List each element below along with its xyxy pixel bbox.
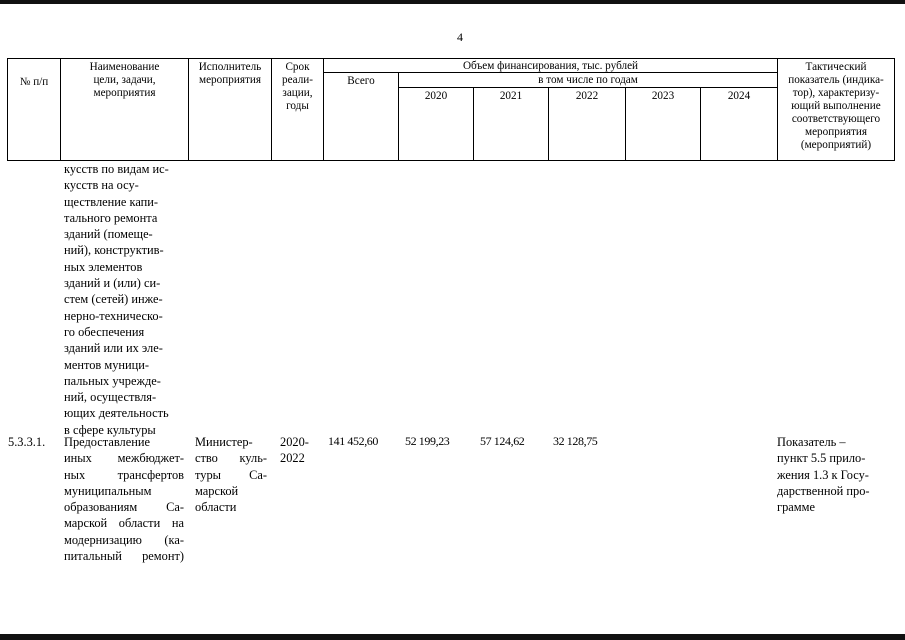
header-indicator-line: мероприятия	[805, 126, 867, 138]
row-indicator-line: жения 1.3 к Госу-	[777, 467, 869, 482]
row-indicator-line: пункт 5.5 прило-	[777, 451, 866, 466]
row-name-line: марской области на	[64, 516, 184, 531]
continuation-line: зданий (помеще-	[64, 227, 153, 242]
continuation-line: ществление капи-	[64, 194, 159, 209]
row-name-line: Предоставление	[64, 435, 150, 449]
row-name-line: питальный ремонт)	[64, 549, 184, 564]
row-term	[280, 434, 320, 467]
continuation-line: пальных учрежде-	[64, 373, 161, 388]
header-indicator-line: (мероприятий)	[800, 139, 872, 151]
continuation-line: зданий и (или) си-	[64, 276, 161, 291]
continuation-line: кусств по видам ис-	[64, 162, 169, 176]
header-year-2022: 2022	[575, 90, 599, 102]
row-name-line: муниципальным	[64, 483, 152, 498]
continuation-line: тального ремонта	[64, 210, 158, 225]
header-indicator-line: Тактический	[805, 61, 867, 73]
col-border	[894, 58, 895, 161]
continuation-line: го обеспечения	[64, 324, 145, 339]
header-indicator	[778, 61, 894, 152]
row-executor-line: туры Са-	[195, 467, 267, 482]
header-number: № п/п	[19, 76, 49, 88]
continuation-line: ментов муници-	[64, 357, 150, 372]
continuation-line: зданий или их эле-	[64, 341, 163, 356]
header-year-2020: 2020	[424, 90, 448, 102]
row-executor-line: марской	[195, 483, 239, 498]
row-total: 141 452,60	[328, 434, 379, 448]
header-term-line: годы	[286, 100, 309, 112]
header-funding: Объем финансирования, тыс. рублей	[462, 60, 639, 72]
row-number: 5.3.3.1.	[8, 435, 46, 449]
header-term-line: реали-	[281, 74, 314, 86]
row-indicator-line: дарственной про-	[777, 483, 870, 498]
row-indicator-line: грамме	[777, 500, 815, 515]
scan-top-edge	[0, 0, 905, 4]
header-name-line: мероприятия	[93, 87, 156, 99]
col-border	[7, 58, 8, 161]
scan-bottom-edge	[0, 634, 905, 640]
header-name	[61, 61, 188, 100]
header-by-years: в том числе по годам	[538, 74, 638, 86]
row-executor	[195, 434, 267, 515]
header-year-2023: 2023	[651, 90, 675, 102]
row-term-line: 2022	[280, 451, 305, 466]
header-name-line: Наименование	[89, 61, 160, 73]
row-2021: 57 124,62	[480, 434, 525, 448]
continuation-line: ных элементов	[64, 259, 143, 274]
header-year-2024: 2024	[727, 90, 751, 102]
header-term-line: Срок	[285, 61, 310, 73]
row-name-line: иных межбюджет-	[64, 451, 184, 466]
row-name	[64, 434, 184, 564]
header-indicator-line: показатель (индика-	[788, 74, 884, 86]
row-name-line: ных трансфертов	[64, 467, 184, 482]
continuation-line: ний), конструктив-	[64, 243, 164, 258]
continuation-line: в сфере культуры	[64, 422, 156, 437]
header-executor-line: мероприятия	[199, 74, 261, 86]
row-executor-line: ство куль-	[195, 451, 267, 466]
continuation-text	[64, 161, 188, 438]
header-indicator-line: соответствующего	[791, 113, 881, 125]
row-name-line: образованиям Са-	[64, 500, 184, 515]
header-year-2021: 2021	[499, 90, 523, 102]
years-subrule	[398, 87, 777, 88]
continuation-line: кусств на осу-	[64, 178, 139, 193]
header-total: Всего	[347, 75, 375, 87]
header-indicator-line: тор), характеризу-	[792, 87, 880, 99]
row-2022: 32 128,75	[553, 434, 598, 448]
continuation-line: ний, осуществля-	[64, 390, 157, 405]
row-executor-line: Министер-	[195, 435, 253, 449]
header-indicator-line: ющий выполнение	[791, 100, 881, 112]
row-indicator	[777, 434, 893, 515]
header-executor	[189, 61, 271, 87]
continuation-line: стем (сетей) инже-	[64, 292, 163, 307]
continuation-line: нерно-техническо-	[64, 308, 163, 323]
continuation-line: ющих деятельность	[64, 406, 169, 421]
header-name-line: цели, задачи,	[93, 74, 156, 86]
row-name-line: модернизацию (ка-	[64, 532, 184, 547]
row-term-line: 2020-	[280, 435, 309, 449]
header-executor-line: Исполнитель	[198, 61, 262, 73]
header-top-rule	[7, 58, 894, 59]
row-indicator-line: Показатель –	[777, 435, 846, 449]
page-number: 4	[457, 30, 463, 44]
row-2020: 52 199,23	[405, 434, 450, 448]
header-term-line: зации,	[282, 87, 313, 99]
row-executor-line: области	[195, 500, 237, 515]
header-term	[272, 61, 323, 113]
col-border	[323, 58, 324, 161]
